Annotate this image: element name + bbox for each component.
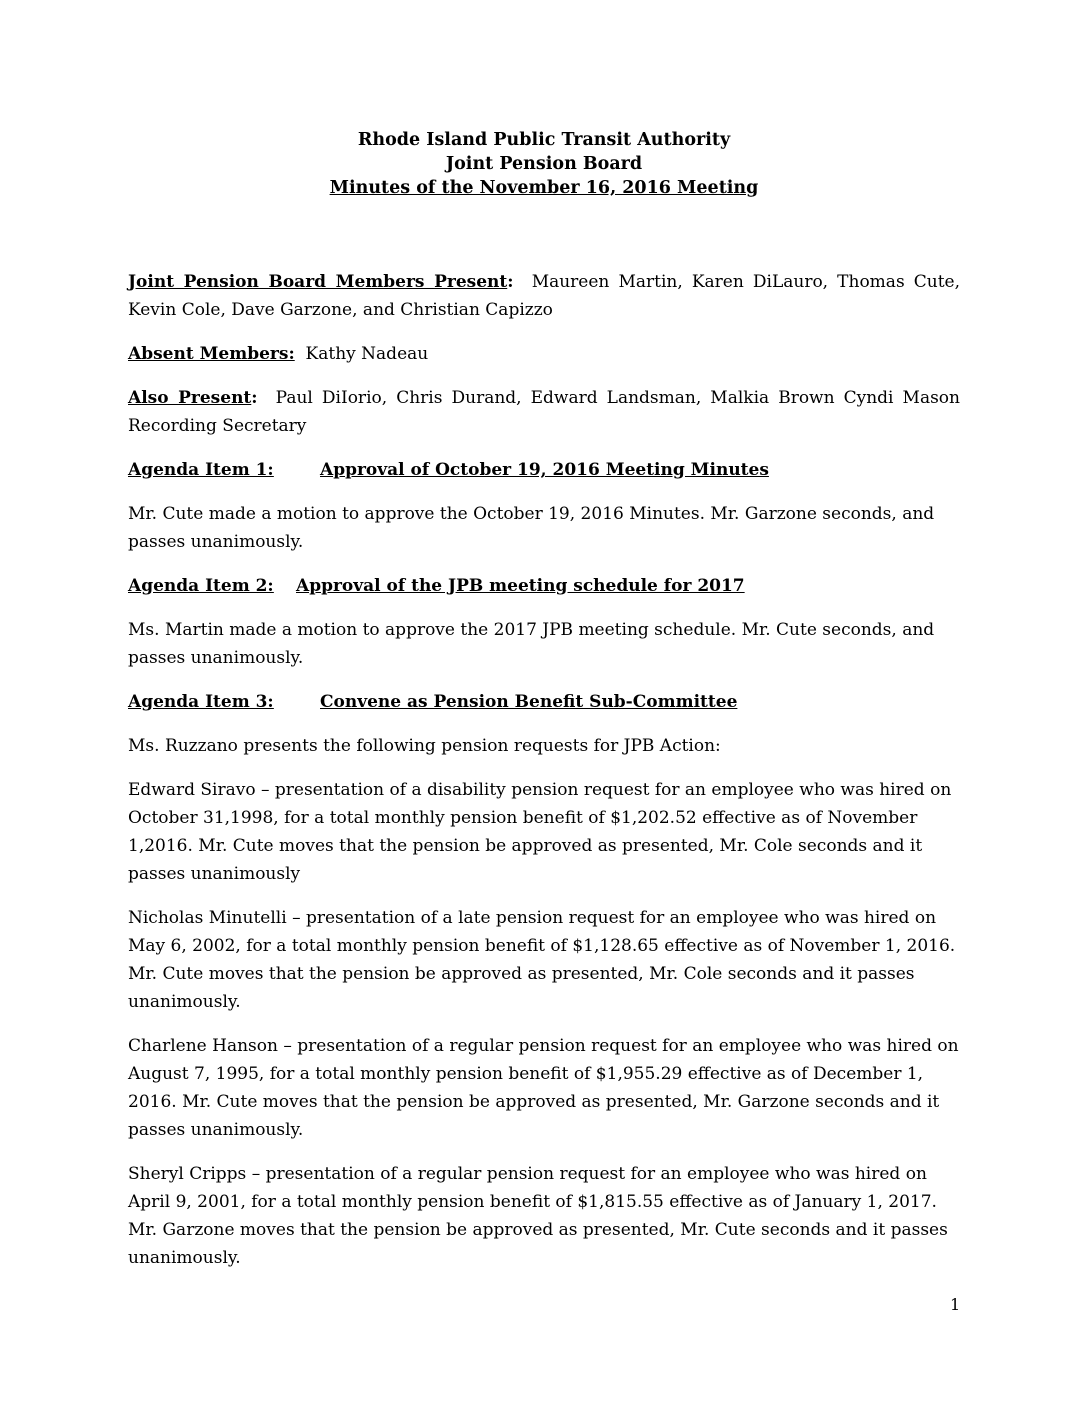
agenda-item-1-heading bbox=[128, 456, 960, 484]
organization-name: Rhode Island Public Transit Authority bbox=[357, 130, 731, 150]
agenda-item-2-number: Agenda Item 2: bbox=[128, 576, 274, 596]
absent-members-text: Kathy Nadeau bbox=[305, 344, 429, 364]
pension-request: Edward Siravo – presentation of a disability pension request for an employee who was hired on October 31,1998, for a total monthly pension benefit of $1,202.52 effective as of November 1,2016. Mr. Cute moves that the pension be approved as presented, Mr. Cole seconds and it passes unanimously bbox=[128, 780, 952, 884]
also-present: Also Present: Paul DiIorio, Chris Durand, Edward Landsman, Malkia Brown Cyndi Mason Recording Secretary bbox=[128, 388, 960, 436]
agenda-item-1-title: Approval of October 19, 2016 Meeting Minutes bbox=[320, 460, 769, 480]
agenda-item-3-heading bbox=[128, 688, 960, 716]
also-present-label: Also Present bbox=[128, 388, 252, 408]
agenda-item-2-heading bbox=[128, 572, 960, 600]
agenda-item-2-body: Ms. Martin made a motion to approve the 2017 JPB meeting schedule. Mr. Cute seconds, and passes unanimously. bbox=[128, 620, 935, 668]
pension-request: Sheryl Cripps – presentation of a regular pension request for an employee who was hired on April 9, 2001, for a total monthly pension benefit of $1,815.55 effective as of January 1, 2017. Mr. Garzone moves that the pension be approved as presented, Mr. Cute seconds and it passes unanimously. bbox=[128, 1164, 948, 1268]
board-name: Joint Pension Board bbox=[445, 154, 643, 174]
minutes-title: Minutes of the November 16, 2016 Meeting bbox=[329, 178, 759, 198]
document-page bbox=[128, 128, 960, 1272]
members-present-label: Joint Pension Board Members Present bbox=[128, 272, 508, 292]
agenda-item-3-title: Convene as Pension Benefit Sub-Committee bbox=[320, 692, 738, 712]
members-present: Joint Pension Board Members Present: Maureen Martin, Karen DiLauro, Thomas Cute, Kevin Cole, Dave Garzone, and Christian Capizzo bbox=[128, 272, 960, 320]
also-present-text: Paul DiIorio, Chris Durand, Edward Landsman, Malkia Brown Cyndi Mason Recording Secretary bbox=[128, 388, 960, 436]
agenda-item-1-body: Mr. Cute made a motion to approve the October 19, 2016 Minutes. Mr. Garzone seconds, and passes unanimously. bbox=[128, 504, 935, 552]
pension-request: Charlene Hanson – presentation of a regular pension request for an employee who was hired on August 7, 1995, for a total monthly pension benefit of $1,955.29 effective as of December 1, 2016. Mr. Cute moves that the pension be approved as presented, Mr. Garzone seconds and it passes unanimously. bbox=[128, 1036, 959, 1140]
agenda-item-2-title: Approval of the JPB meeting schedule for 2017 bbox=[296, 576, 745, 596]
absent-members bbox=[128, 340, 960, 368]
absent-members-label: Absent Members: bbox=[128, 344, 295, 364]
document-header bbox=[128, 128, 960, 200]
agenda-item-1-number: Agenda Item 1: bbox=[128, 460, 274, 480]
page-number: 1 bbox=[950, 1295, 961, 1314]
agenda-item-3-number: Agenda Item 3: bbox=[128, 692, 274, 712]
members-present-text: Maureen Martin, Karen DiLauro, Thomas Cute, Kevin Cole, Dave Garzone, and Christian Capizzo bbox=[128, 272, 960, 320]
agenda-item-3-body: Ms. Ruzzano presents the following pension requests for JPB Action: bbox=[128, 736, 721, 756]
pension-request: Nicholas Minutelli – presentation of a late pension request for an employee who was hired on May 6, 2002, for a total monthly pension benefit of $1,128.65 effective as of November 1, 2016. Mr. Cute moves that the pension be approved as presented, Mr. Cole seconds and it passes unanimously. bbox=[128, 908, 956, 1012]
